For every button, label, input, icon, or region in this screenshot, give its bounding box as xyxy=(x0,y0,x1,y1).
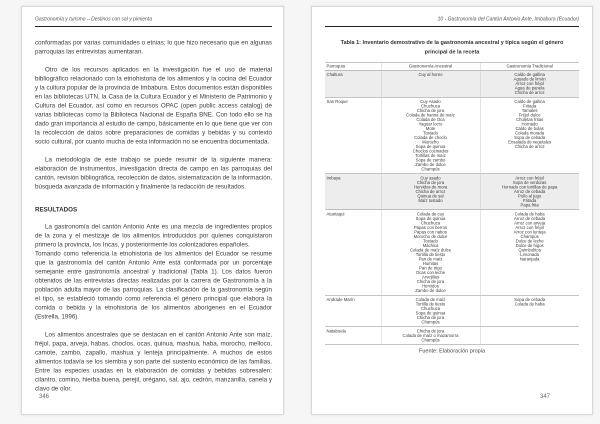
dish-item: Colada de cuy xyxy=(416,212,445,217)
dish-item: Fritada xyxy=(523,198,537,203)
dish-item: Cuy al horno xyxy=(418,72,443,77)
dish-item: Pan de maíz xyxy=(418,257,443,262)
table-row xyxy=(325,97,579,174)
inventory-table xyxy=(325,62,579,345)
ancestral-cell xyxy=(381,327,480,345)
table-title: Tabla 1: Inventario demostrativo de la gastronomía ancestral y típica según el género principal de la receta xyxy=(340,39,564,55)
dish-item: Sopa de cebada xyxy=(514,297,546,302)
column-header-parroquia: Parroquia xyxy=(325,62,381,70)
dish-item: Papas con nabos xyxy=(414,230,447,235)
header-rule xyxy=(35,26,272,27)
dish-item: Arroz de cebada xyxy=(514,216,546,221)
dish-item: Tortilla de tiesto xyxy=(415,302,446,307)
dish-item: Tostado xyxy=(423,239,438,244)
dish-item: Caldo de gallina xyxy=(514,99,545,104)
dish-item: Agua de panela xyxy=(514,86,545,91)
dish-item: Chuchuca xyxy=(420,306,441,311)
dish-item: Choclos cocinados xyxy=(412,149,449,154)
dish-item: Dulce de higos xyxy=(515,243,544,248)
dish-item: Tortilla de tiesto xyxy=(415,252,446,257)
dish-item: Arroz con arveja xyxy=(514,221,546,226)
right-page xyxy=(311,6,593,415)
dish-item: Quinua de sal xyxy=(417,194,444,199)
tradicional-cell xyxy=(480,97,579,174)
dish-item: Chuchuca xyxy=(420,104,441,109)
dish-item: Colada de choclo xyxy=(414,135,447,140)
dish-item: Colada de harina de maíz xyxy=(406,113,455,118)
table-row xyxy=(325,210,579,296)
dish-item: Humitas xyxy=(422,261,439,266)
dish-item: Aguado de limón xyxy=(513,77,546,82)
dish-item: Hornado xyxy=(521,122,538,127)
ancestral-cell xyxy=(381,295,480,327)
dish-item: Quimbolitos xyxy=(518,248,541,253)
table-row xyxy=(325,295,579,327)
tradicional-cell xyxy=(480,70,579,97)
dish-item: Morocho de dulce xyxy=(413,234,448,239)
dish-item: Chicha de arroz xyxy=(514,90,545,95)
dish-item: Colada de Oca xyxy=(416,117,445,122)
table-source-note: Fuente: Elaboración propia xyxy=(418,348,486,354)
dish-item: Máchica xyxy=(422,243,439,248)
dish-item: Chuchuca xyxy=(420,221,441,226)
dish-item: Yaguar locro xyxy=(418,122,443,127)
dish-item: Maíz tostado xyxy=(418,198,443,203)
dish-item: Sopa de zambo xyxy=(415,158,446,163)
dish-item: Arroz con fréjol xyxy=(515,225,544,230)
dish-item: Colada morada xyxy=(515,131,545,136)
ancestral-cell xyxy=(381,70,480,97)
dish-item: Tortillas de maíz xyxy=(415,153,446,158)
tradicional-cell xyxy=(480,295,579,327)
dish-item: Limonada xyxy=(520,252,539,257)
dish-item: Naranjada xyxy=(519,257,540,262)
dish-item: Morocho xyxy=(422,140,439,145)
dish-item: Champús xyxy=(421,320,440,325)
left-running-header: Gastronomía y turismo – Destinos con sal y pimienta xyxy=(35,16,152,22)
dish-item: Chicha de arroz xyxy=(514,144,545,149)
dish-item: Zambo de dulce xyxy=(415,162,446,167)
dish-item: Sopa de cebada xyxy=(514,135,546,140)
dish-item: Arroz con fréjol xyxy=(515,176,544,181)
dish-item: Hervidos xyxy=(422,284,439,289)
parroquia-cell: Chaltura xyxy=(325,70,381,97)
parroquia-cell: Imbaya xyxy=(325,174,381,210)
paragraph: Los alimentos ancestrales que se destacan en el cantón Antonio Ante son maíz, fréjol, papa, arveja, habas, choclos, ocas, quinua, mashua, haba, morocho, melloco, camote, zambo, zapallo, mashua y lenteja principalmente. A muchos de estos alimentos todavía se los siembra y son parte del sustento económico de las familias. Entre las especies usadas en la elaboración de comidas y bebidas sobresalen: cilantro, comino, hierba buena, perejil, orégano, sal, ajo, cedrón, manzanilla, canela y clavo de olor. xyxy=(35,331,272,392)
table-row xyxy=(325,70,579,97)
left-page xyxy=(21,6,284,415)
ancestral-cell xyxy=(381,97,480,174)
column-header-ancestral: Gastronomía Ancestral xyxy=(381,62,480,70)
parroquia-cell: San Roque xyxy=(325,97,381,174)
parroquia-cell: Natabuela xyxy=(325,327,381,345)
dish-item: Champús xyxy=(520,234,539,239)
paragraph: Otro de los recursos aplicados en la investigación fue el uso de material bibliográfico relacionado con la etnohistoria de los alimentos y la cocina del Ecuador y la cultura popular de la provincia de Imbabura. Estos documentos están disponibles en las bibliotecas UTN, la Casa de la Cultura Ecuador y el Ministerio de Patrimonio y Cultura del Ecuador, así como en recursos OPAC (open public access catalog) de varias bibliotecas como la Biblioteca Nacional de España BNE. Con todo ello se ha dado gran importancia al estudio de campo, básicamente en lo que tiene que ver con la recolección de datos sobre preparaciones de comidas y bebidas y su contexto socio cultural, por cuanto mucha de esta información no se encuentra documentada. xyxy=(35,66,272,145)
left-body-text xyxy=(35,38,272,393)
tradicional-cell xyxy=(480,174,579,210)
dish-item: Colada de maíz dulce xyxy=(409,248,452,253)
left-page-number: 346 xyxy=(39,394,50,400)
dish-item: Chicha de jora xyxy=(416,279,445,284)
dish-item: Chicha de jora xyxy=(416,329,445,334)
paragraph: La metodología de este trabajo se puede resumir de la siguiente manera: elaboración de instrumentos, investigación directa de campo en las parroquias del cantón, revisión bibliográfica, recolección de datos, sistematización de la información, búsqueda avanzada de información y finalmente la redacción de resultados. xyxy=(35,156,272,190)
dish-item: Mote xyxy=(425,126,436,131)
dish-item: Papa frita xyxy=(520,203,539,208)
dish-item: Arroz con lenteja xyxy=(513,230,546,235)
dish-item: Arroz con fréjol xyxy=(515,81,544,86)
table-row xyxy=(325,327,579,345)
dish-item: Fritada xyxy=(523,104,537,109)
dish-item: Colada de haba xyxy=(514,302,545,307)
header-rule xyxy=(325,26,579,27)
dish-item: Chicha de arroz xyxy=(415,189,446,194)
tradicional-cell xyxy=(480,210,579,296)
dish-item: Sopa de quinua xyxy=(415,216,446,221)
dish-item: Chicha de jora xyxy=(416,108,445,113)
dish-item: Arroz de cebada xyxy=(514,189,546,194)
dish-item: Colada de maíz o mazamorra xyxy=(402,333,459,338)
dish-item: Sopa de quinua xyxy=(415,311,446,316)
right-page-number: 347 xyxy=(539,394,550,400)
dish-item: Cuy Asado xyxy=(420,99,441,104)
inventory-table-body xyxy=(325,70,579,345)
dish-item: Chicha de jora xyxy=(416,315,445,320)
dish-item: Dulce de leche xyxy=(515,239,544,244)
results-heading: RESULTADOS xyxy=(35,206,78,213)
dish-item: Sopa de quinua xyxy=(415,144,446,149)
column-header-tradicional: Gastronomía Tradicional xyxy=(480,62,579,70)
dish-item: Cuy asado xyxy=(420,176,441,181)
right-running-header: 10 - Gastronomía del Cantón Antonio Ante, Imbabura (Ecuador) xyxy=(437,16,579,22)
dish-item: Chuletas fritas xyxy=(516,117,544,122)
dish-item: Caldo de bolas xyxy=(515,126,544,131)
parroquia-cell: Andrade Marín xyxy=(325,295,381,327)
dish-item: Ensalada de vegetales xyxy=(508,140,552,145)
paragraph: conformadas por varias comunidades o etnias; lo que hizo necesario que en algunas parroquias las entrevistas aumentaran. xyxy=(35,39,272,55)
dish-item: Tamales xyxy=(521,108,538,113)
dish-item: Arvejillas xyxy=(421,275,439,280)
paragraph: Tomando como referencia la etnohistoria de los alimentos del Ecuador se resume que la gastronomía del cantón Antonio Ante está conformada por un porcentaje semejante entre gastronomía ancestral y tradicional (Tabla 1). Los datos fueron obtenidos de las entrevistas directas realizadas por la carrera de Gastronomía a la población adulta mayor de las parroquias. La clasificación de la gastronomía según el tipo, se estableció tomando como referencia el género principal que elabora la comida o bebida y la etnohistoria de los alimentos aborígenes en el Ecuador (Estrella, 1996). xyxy=(35,250,272,320)
paragraph: La gastronomía del cantón Antonio Ante es una mezcla de ingredientes propios de la zona y el mestizaje de los alimentos introducidos por quienes conquistaron primero la provincia, los Incas, y posteriormente los colonizadores españoles. xyxy=(35,223,272,248)
ancestral-cell xyxy=(381,174,480,210)
table-header-row xyxy=(325,62,579,70)
dish-item: Hervidos de mora xyxy=(413,185,448,190)
dish-item: Pollo al jugo xyxy=(518,194,542,199)
dish-item: Caldo de gallina xyxy=(514,72,545,77)
dish-item: Hornado con tortillas de papa xyxy=(501,185,558,190)
ancestral-cell xyxy=(381,210,480,296)
dish-item: Papas con berros xyxy=(413,225,448,230)
dish-item: Sopa de verduras xyxy=(512,180,547,185)
dish-item: Zambo de dulce xyxy=(415,288,446,293)
dish-item: Champús xyxy=(421,167,440,172)
table-row xyxy=(325,174,579,210)
dish-item: Colada de maíz xyxy=(415,297,446,302)
dish-item: Champús xyxy=(421,338,440,343)
dish-item: Ocas con leche xyxy=(415,270,446,275)
dish-item: Fréjol dulce xyxy=(518,113,541,118)
dish-item: Colada de haba xyxy=(514,212,545,217)
dish-item: Pan de trigo xyxy=(419,266,442,271)
tradicional-cell xyxy=(480,327,579,345)
dish-item: Chicha de jora xyxy=(416,180,445,185)
dish-item: Tostado xyxy=(423,131,438,136)
parroquia-cell: Atuntaqui xyxy=(325,210,381,296)
